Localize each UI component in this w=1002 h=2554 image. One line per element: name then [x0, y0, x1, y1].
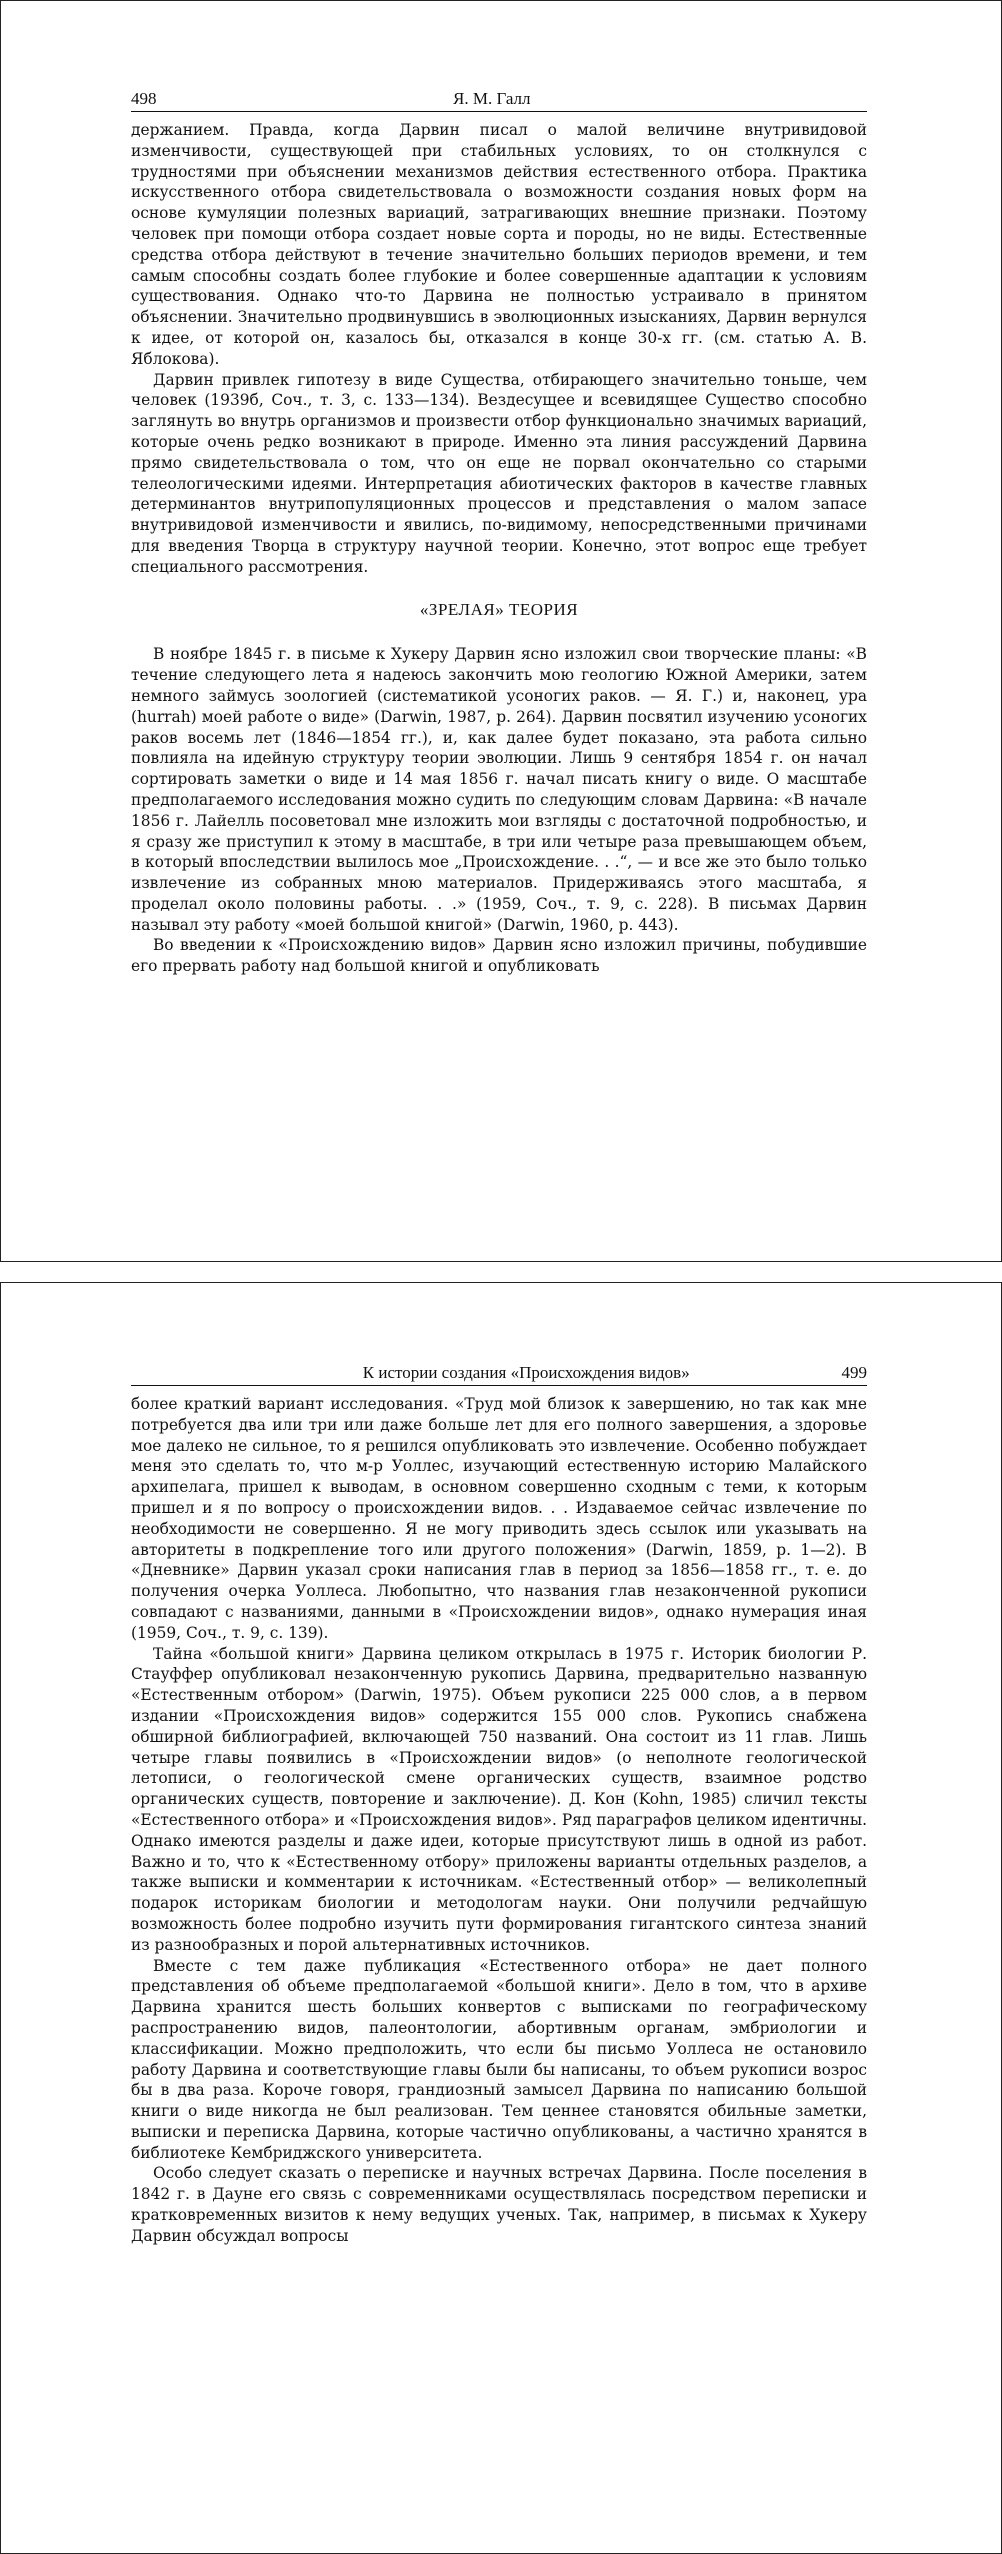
running-head — [131, 1363, 867, 1386]
page-number: 498 — [131, 89, 157, 108]
page-content — [131, 1363, 867, 2247]
paragraph: более краткий вариант исследования. «Труд мой близок к завершению, но так как мне потребуется два или три или даже больше лет для его полного завершения, а здоровье мое далеко не сильное, то я решился опубликовать это извлечение. Особенно побуждает меня это сделать то, что м-р Уоллес, изучающий естественную историю Малайского архипелага, пришел к выводам, в основном совершенно сходным с теми, к которым пришел и я по вопросу о происхождении видов. . . Издаваемое сейчас извлечение по необходимости не совершенно. Я не могу приводить здесь ссылок или указывать на авторитеты в подкрепление того или другого положения» (Darwin, 1859, p. 1—2). В «Дневнике» Дарвин указал сроки написания глав в период за 1856—1858 гг., т. е. до получения очерка Уоллеса. Любопытно, что названия глав незаконченной рукописи совпадают с названиями, данными в «Происхождении видов», однако нумерация иная (1959, Соч., т. 9, с. 139). — [131, 1395, 867, 1642]
paragraph: В ноябре 1845 г. в письме к Хукеру Дарвин ясно изложил свои творческие планы: «В течение следующего лета я надеюсь закончить мою геологию Южной Америки, затем немного займусь зоологией (систематикой усоногих раков. — Я. Г.) и, наконец, ура (hurrah) моей работе о виде» (Darwin, 1987, p. 264). Дарвин посвятил изучению усоногих раков восемь лет (1846—1854 гг.), и, как далее будет показано, эта работа сильно повлияла на идейную структуру теории эволюции. Лишь 9 сентября 1854 г. он начал сортировать заметки о виде и 14 мая 1856 г. начал писать книгу о виде. О масштабе предполагаемого исследования можно судить по следующим словам Дарвина: «В начале 1856 г. Лайелль посоветовал мне изложить мои взгляды с достаточной подробностью, и я сразу же приступил к этому в масштабе, в три или четыре раза превышающем объем, в который впоследствии вылилось мое „Происхождение. . .“, — и все же это было только извлечение из собранных мною материалов. Придерживаясь этого масштаба, я проделал около половины работы. . .» (1959, Соч., т. 9, с. 228). В письмах Дарвин называл эту работу «моей большой книгой» (Darwin, 1960, p. 443). — [131, 645, 867, 934]
paragraph: держанием. Правда, когда Дарвин писал о малой величине внутривидовой изменчивости, существующей при стабильных условиях, то он столкнулся с трудностями при объяснении механизмов действия естественного отбора. Практика искусственного отбора свидетельствовала о возможности создания новых форм на основе кумуляции полезных вариаций, затрагивающих внешние признаки. Поэтому человек при помощи отбора создает новые сорта и породы, но не виды. Естественные средства отбора действуют в течение значительно больших периодов времени, и тем самым способны создать более глубокие и более совершенные адаптации к условиям существования. Однако что-то Дарвина не полностью устраивало в принятом объяснении. Значительно продвинувшись в эволюционных изысканиях, Дарвин вернулся к идее, от которой он, казалось бы, отказался в конце 30-х гг. (см. статью А. В. Яблокова). — [131, 121, 867, 368]
paragraph: Особо следует сказать о переписке и научных встречах Дарвина. После поселения в 1842 г. в Дауне его связь с современниками осуществлялась посредством переписки и кратковременных визитов к нему ведущих ученых. Так, например, в письмах к Хукеру Дарвин обсуждал вопросы — [131, 2164, 867, 2245]
running-head-author: Я. М. Галл — [452, 89, 531, 108]
page-498 — [0, 0, 1002, 1262]
running-head-title: К истории создания «Происхождения видов» — [362, 1363, 690, 1382]
paragraph: Во введении к «Происхождению видов» Дарвин ясно изложил причины, побудившие его прервать работу над большой книгой и опубликовать — [131, 936, 867, 976]
paragraph: Вместе с тем даже публикация «Естественного отбора» не дает полного представления об объеме предполагаемой «большой книги». Дело в том, что в архиве Дарвина хранится шесть больших конвертов с выписками по географическому распространению видов, палеонтологии, абортивным органам, эмбриологии и классификации. Можно предположить, что если бы письмо Уоллеса не остановило работу Дарвина и соответствующие главы были бы написаны, то объем рукописи возрос бы в два раза. Короче говоря, грандиозный замысел Дарвина по написанию большой книги о виде никогда не был реализован. Тем ценнее становятся обильные заметки, выписки и переписка Дарвина, которые частично опубликованы, а частично хранятся в библиотеке Кембриджского университета. — [131, 1956, 867, 2162]
page-content — [131, 89, 867, 977]
page-499 — [0, 1282, 1002, 2554]
page-number: 499 — [841, 1363, 867, 1382]
running-head — [131, 89, 867, 112]
page-separator — [0, 1262, 1002, 1282]
paragraph: Тайна «большой книги» Дарвина целиком открылась в 1975 г. Историк биологии Р. Стауффер опубликовал незаконченную рукопись Дарвина, предварительно названную «Естественным отбором» (Darwin, 1975). Объем рукописи 225 000 слов, а в первом издании «Происхождения видов» содержится 155 000 слов. Рукопись снабжена обширной библиографией, включающей 750 названий. Она состоит из 11 глав. Лишь четыре главы появились в «Происхождении видов» (о неполноте геологической летописи, о геологической смене органических существ, взаимное родство органических существ, повторение и заключение). Д. Кон (Kohn, 1985) сличил тексты «Естественного отбора» и «Происхождения видов». Ряд параграфов целиком идентичны. Однако имеются разделы и даже идеи, которые присутствуют лишь в одной из работ. Важно и то, что к «Естественному отбору» приложены варианты отдельных разделов, а также выписки и комментарии к источникам. «Естественный отбор» — великолепный подарок историкам биологии и методологам науки. Они получили редчайшую возможность более подробно изучить пути формирования гигантского синтеза знаний из разнообразных и порой альтернативных источников. — [131, 1644, 867, 1954]
section-heading: «ЗРЕЛАЯ» ТЕОРИЯ — [419, 599, 579, 619]
paragraph: Дарвин привлек гипотезу в виде Существа, отбирающего значительно тоньше, чем человек (1939б, Соч., т. 3, с. 133—134). Вездесущее и всевидящее Существо способно заглянуть во внутрь организмов и произвести отбор функционально значимых вариаций, которые очень редко возникают в природе. Именно эта линия рассуждений Дарвина прямо свидетельствовала о том, что он еще не порвал окончательно со старыми телеологическими идеями. Интерпретация абиотических факторов в качестве главных детерминантов внутрипопуляционных процессов и представления о малом запасе внутривидовой изменчивости и явились, по-видимому, непосредственными причинами для введения Творца в структуру научной теории. Конечно, этот вопрос еще требует специального рассмотрения. — [131, 370, 867, 576]
body-text — [131, 120, 867, 977]
body-text — [131, 1394, 867, 2247]
